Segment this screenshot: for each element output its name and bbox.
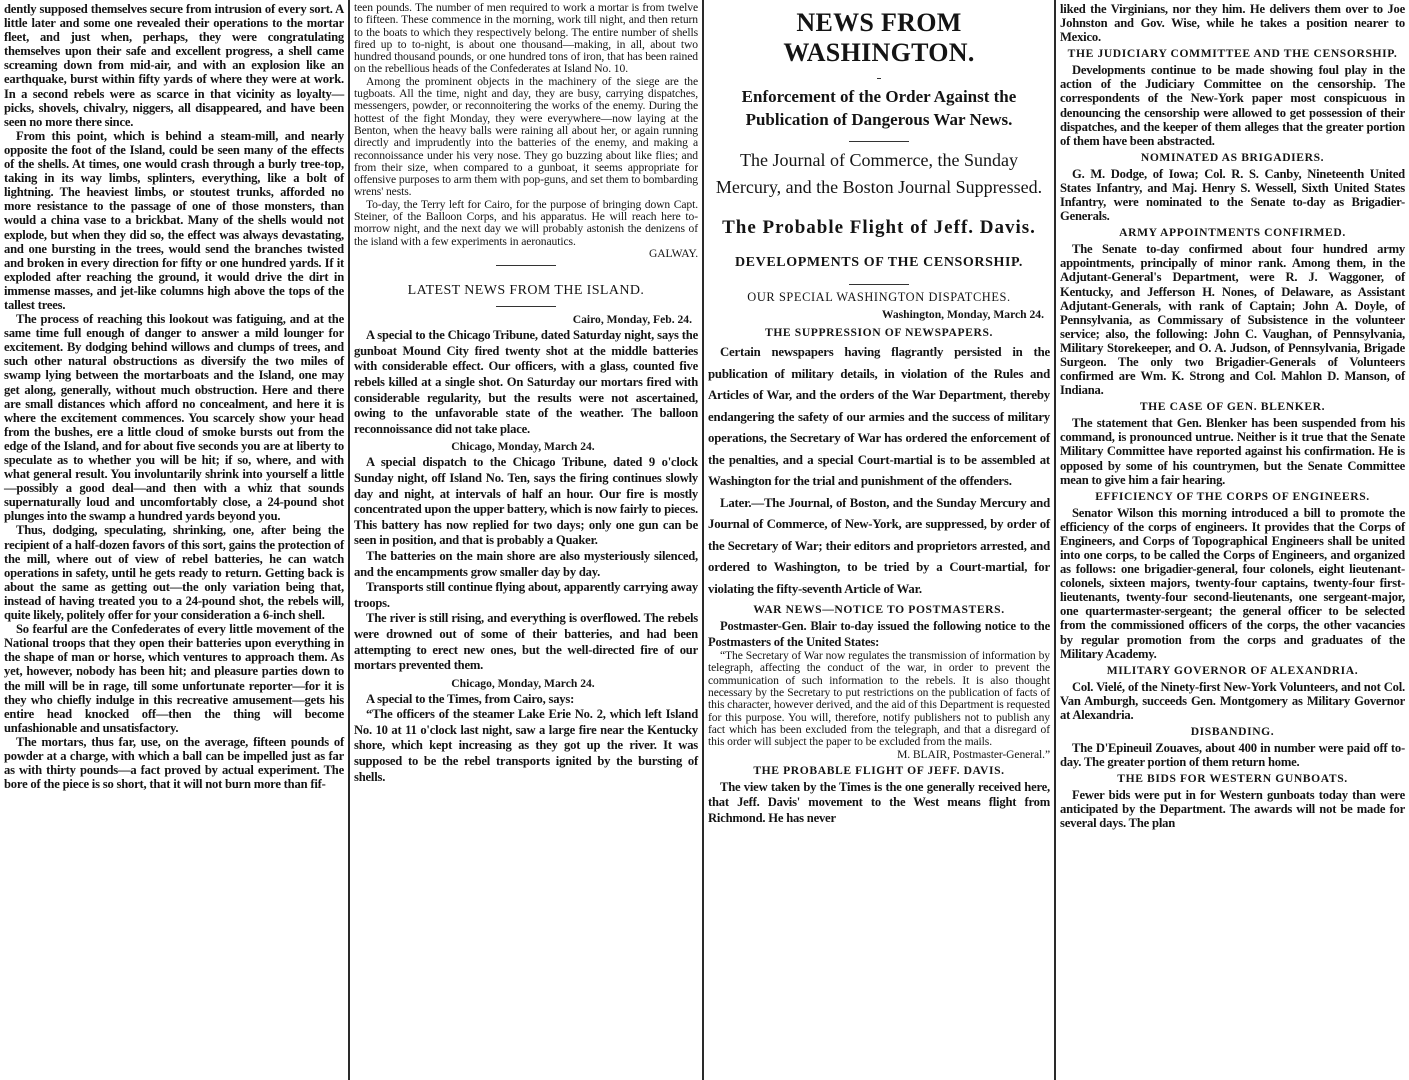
paragraph: A special dispatch to the Chicago Tribune, dated 9 o'clock Sunday night, off Island No. Ten, says the firing continues slowly day and night, at intervals of half an hour. Our fire is mostly concentrated upon the upper battery, which is now fairly to pieces. This battery has now replied for two days; only one gun can be seen in position, and that is probably a Quaker. <box>354 455 698 548</box>
paragraph: So fearful are the Confederates of every little movement of the National troops that they open their batteries upon everything in the shape of man or horse, which ventures to approach them. As yet, however, nobody has been hit; and pleasure parties down to the mill will be in rage, till some unfortunate reporter—for it is they who chiefly indulge in this recreative amusement—gets his entire head knocked off—then the thing will become unfashionable and unsatisfactory. <box>4 622 344 735</box>
divider <box>877 78 881 79</box>
subheading: THE JUDICIARY COMMITTEE AND THE CENSORSHIP. <box>1067 47 1398 61</box>
subheading: THE BIDS FOR WESTERN GUNBOATS. <box>1117 772 1348 786</box>
column-3 <box>704 0 1054 1080</box>
paragraph: liked the Virginians, nor they him. He delivers them over to Joe Johnston and Gov. Wise, while he takes a position nearer to Mexico. <box>1060 2 1405 45</box>
paragraph: teen pounds. The number of men required to work a mortar is from twelve to fifteen. These commence in the morning, work till night, and then return to the boats to which they respectively belong. The entire number of shells fired up to to-night, is about one thousand—making, in all, about two hundred thousand pounds, or one hundred tons of iron, that has been rained on the rebellious heads of the Confederates at Island No. 10. <box>354 1 698 76</box>
dateline: Washington, Monday, March 24. <box>881 308 1044 321</box>
paragraph: Transports still continue flying about, apparently carrying away troops. <box>354 580 698 610</box>
subheading: ARMY APPOINTMENTS CONFIRMED. <box>1119 226 1346 240</box>
signature: GALWAY. <box>648 246 698 260</box>
paragraph: Col. Vielé, of the Ninety-first New-York Volunteers, and not Col. Van Amburgh, succeeds Gen. Montgomery as Military Governor at Alexandria. <box>1060 679 1405 722</box>
subheading: NOMINATED AS BRIGADIERS. <box>1140 150 1325 164</box>
subheading: THE SUPPRESSION OF NEWSPAPERS. <box>764 326 993 339</box>
paragraph: Certain newspapers having flagrantly persisted in the publication of military details, in violation of the Rules and Articles of War, and the orders of the War Department, thereby endangering the safety of our armies and the success of military operations, the Secretary of War has ordered the enforcement of the penalties, and a special Court-martial is to be assembled at Washington for the trial and punishment of the offenders. <box>708 345 1050 488</box>
divider <box>849 141 909 142</box>
divider <box>496 306 556 307</box>
column-2 <box>350 0 702 1080</box>
headline-deck: The Probable Flight of Jeff. Davis. <box>722 217 1036 238</box>
subheading: THE PROBABLE FLIGHT OF JEFF. DAVIS. <box>753 763 1005 777</box>
paragraph: Developments continue to be made showing foul play in the action of the Judiciary Committee on the censorship. The correspondents of the New-York paper most conspicuous in denouncing the censorship were allowed to get possession of their dispatches, and the keeper of them alleges that the greater portion of them have been abstracted. <box>1060 63 1405 148</box>
section-heading: OUR SPECIAL WASHINGTON DISPATCHES. <box>747 290 1011 304</box>
subheading: THE CASE OF GEN. BLENKER. <box>1139 400 1326 414</box>
paragraph: Postmaster-Gen. Blair to-day issued the following notice to the Postmasters of the United States: <box>708 619 1050 649</box>
paragraph: A special to the Times, from Cairo, says: <box>366 691 575 706</box>
paragraph: Fewer bids were put in for Western gunboats today than were anticipated by the Department. The awards will not be made for several days. The plan <box>1060 788 1405 831</box>
dateline: Chicago, Monday, March 24. <box>451 440 595 454</box>
paragraph: The statement that Gen. Blenker has been suspended from his command, is pronounced untrue. Neither is it true that the Senate Military Committee have reported against his confirmation. He is opposed by some of his countrymen, but the Senate Committee mean to give him a fair hearing. <box>1060 416 1405 487</box>
paragraph: The D'Epineuil Zouaves, about 400 in number were paid off to-day. The greater portion of them return home. <box>1060 741 1405 770</box>
paragraph: The Senate to-day confirmed about four hundred army appointments, principally of minor rank. Among them, in the Adjutant-General's Department, were R. J. Waggoner, of Kentucky, and Jefferson H. Nones, of Delaware, as Assistant Adjutant-Generals, with rank of Captain; John A. Doyle, of Pennsylvania, as Commissary of Subsistence in the volunteer service; also, the following: John C. Vaughan, of Pennsylvania, Military Storekeeper, and O. A. Judson, of Pennsylvania, Brigade Surgeon. The only two Brigadier-Generals of Volunteers confirmed are Wm. K. Strong and Col. Mahlon D. Manson, of Indiana. <box>1060 242 1405 398</box>
paragraph: G. M. Dodge, of Iowa; Col. R. S. Canby, Nineteenth United States Infantry, and Maj. Henry S. Wessell, Sixth United States Infantry, were nominated to the Senate to-day as Brigadier-Generals. <box>1060 166 1405 224</box>
paragraph: Among the prominent objects in the machinery of the siege are the tugboats. All the time, night and day, they are busy, carrying dispatches, messengers, powder, or reconnoitering the works of the enemy. During the hottest of the fight Monday, they were everywhere—now laying at the Benton, when the heavy balls were raining all about her, or again running directly and imprudently into the batteries of the enemy, and making a reconnoissance under his very nose. They go buzzing about like flies; and from their size, when compared to a gunboat, it seems appropriate for offensive purposes to arm them with pop-guns, and set them to bombarding wrens' nests. <box>354 74 698 199</box>
signature: M. BLAIR, Postmaster-General.” <box>897 747 1050 761</box>
paragraph: “The officers of the steamer Lake Erie No. 2, which left Island No. 10 at 11 o'clock last night, saw a large fire near the Kentucky shore, which kept increasing as they got up the river. It was supposed to be the rebel transports ignited by the bursting of shells. <box>354 707 698 784</box>
paragraph: Senator Wilson this morning introduced a bill to promote the efficiency of the corps of engineers. It provides that the Corps of Engineers, and Corps of Topographical Engineers shall be united into one corps, to be called the Corps of Engineers, and organized as follows: one brigadier-general, four colonels, eight lieutenant-colonels, sixteen majors, twenty-four captains, twenty-four first-lieutenants, twenty-four second-lieutenants, one sergeant-major, one quartermaster-sergeant; the general officer to be selected from the commissioned officers of the corps, the other vacancies by regular promotion from the corps and graduates of the Military Academy. <box>1060 505 1405 661</box>
divider <box>496 265 556 266</box>
dateline: Chicago, Monday, March 24. <box>451 676 595 690</box>
subheading: MILITARY GOVERNOR OF ALEXANDRIA. <box>1106 663 1359 677</box>
paragraph: Thus, dodging, speculating, shrinking, one, after being the recipient of a half-dozen favors of this sort, gains the protection of the mill, where out of view of rebel batteries, he can watch operations in safety, until he gets ready to return. Getting back is about the same as getting out—the only variation being that, instead of having treated you to a 24-pound shot, the rebels will, quite likely, politely offer for your consideration a 6-inch shell. <box>4 523 344 623</box>
subheading: WAR NEWS—NOTICE TO POSTMASTERS. <box>753 603 1005 616</box>
section-heading: LATEST NEWS FROM THE ISLAND. <box>407 283 645 299</box>
page-title: NEWS FROM WASHINGTON. <box>783 8 975 67</box>
paragraph: “The Secretary of War now regulates the transmission of information by telegraph, affecting the conduct of the war, in order to prevent the communication of such information to the rebels. It is also thought necessary by the Secretary to put restrictions on the publication of facts of this character, however derived, and the aid of this Department is requested for this purpose. You will, therefore, notify publishers not to publish any fact which has been excluded from the telegraph, and that a disregard of this order will subject the paper to be excluded from the mails. <box>708 649 1050 749</box>
subheading: EFFICIENCY OF THE CORPS OF ENGINEERS. <box>1095 489 1370 503</box>
subheading: DISBANDING. <box>1190 725 1275 739</box>
paragraph: Later.—The Journal, of Boston, and the Sunday Mercury and Journal of Commerce, of New-York, are suppressed, by order of the Secretary of War; their editors and proprietors arrested, and ordered to Washington, to be tried by a Court-martial, for violating the fifty-seventh Article of War. <box>708 495 1050 596</box>
paragraph: The mortars, thus far, use, on the average, fifteen pounds of powder at a charge, with which a ball can be impelled just as far as with thirty pounds—a fact proved by actual experiment. The bore of the piece is so short, that it will not burn more than fif- <box>4 734 344 792</box>
paragraph: From this point, which is behind a steam-mill, and nearly opposite the foot of the Island, could be seen many of the effects of the shells. At times, one would crash through a burly tree-top, taking in its way limbs, splinters, everything, like a bolt of lightning. The heaviest limbs, or stoutest trunks, afforded no more resistance to the passage of one of those monsters, than would a china vase to a brickbat. Many of the shells would not explode, but when they did so, the effect was always devastating, and one bursting in the trees, would send the branches twisted and broken in every direction for fifty or one hundred yards. If it exploded after reaching the ground, it would drive the dirt in immense masses, and jet-like columns high above the tops of the tallest trees. <box>4 128 344 312</box>
paragraph: The river is still rising, and everything is overflowed. The rebels were drowned out of some of their batteries, and had been attempting to erect new ones, but the well-directed fire of our mortars prevented them. <box>354 611 698 673</box>
paragraph: The view taken by the Times is the one generally received here, that Jeff. Davis' movement to the West means flight from Richmond. He has never <box>708 779 1050 826</box>
headline-deck: Enforcement of the Order Against the Publication of Dangerous War News. <box>741 87 1017 129</box>
paragraph: The process of reaching this lookout was fatiguing, and at the same time full enough of danger to answer a mild lounger for excitement. By dodging behind willows and clumps of trees, and such other natural obstructions as diversify the two miles of swamp lying between the mortarboats and the Island, one may get along, generally, without much obstruction. Here and there are small distances which afford no concealment, and here it is where the excitement commences. You scarcely show your head from the bushes, ere a little cloud of smoke bursts out from the edge of the Island, and for about five seconds you are at liberty to speculate as to whether you will be hit; if so, where, and with what general result. You involuntarily shrink into yourself a little—possibly a good deal—and then with a whiz that sounds supernaturally loud and uncomfortably close, a 24-pound shot plunges into the swamp a hundred yards beyond you. <box>4 312 344 524</box>
paragraph: A special to the Chicago Tribune, dated Saturday night, says the gunboat Mound City fired twenty shot at the middle batteries with considerable effect. Our officers, with a glass, counted five rebels killed at a single shot. On Saturday our mortars fired with considerable regularity, but the results were not ascertained, owing to the unfavorable state of the weather. The balloon reconnoissance did not take place. <box>354 328 698 436</box>
paragraph: The batteries on the main shore are also mysteriously silenced, and the encampments grow smaller day by day. <box>354 548 698 579</box>
headline-deck: The Journal of Commerce, the Sunday Mercury, and the Boston Journal Suppressed. <box>715 150 1043 197</box>
divider <box>849 284 909 285</box>
column-1 <box>0 0 348 1080</box>
paragraph: dently supposed themselves secure from intrusion of every sort. A little later and some one revealed their operations to the mortar fleet, and just when, perhaps, they were congratulating themselves upon their safe and excellent progress, a shell came screaming down from mid-air, and with an explosion like an earthquake, burst within fifty yards of where they were at work. In a second rebels were as scarce in that vicinity as loyalty—picks, shovels, chivalry, niggers, all disappeared, and have been seen no more there since. <box>4 2 344 129</box>
dateline: Cairo, Monday, Feb. 24. <box>572 313 692 327</box>
column-4 <box>1056 0 1409 1080</box>
paragraph: To-day, the Terry left for Cairo, for the purpose of bringing down Capt. Steiner, of the Balloon Corps, and his apparatus. He will reach here to-morrow night, and the next day we will probably astonish the denizens of the island with a few experiments in aeronautics. <box>354 197 698 248</box>
headline-deck: DEVELOPMENTS OF THE CENSORSHIP. <box>734 255 1024 270</box>
